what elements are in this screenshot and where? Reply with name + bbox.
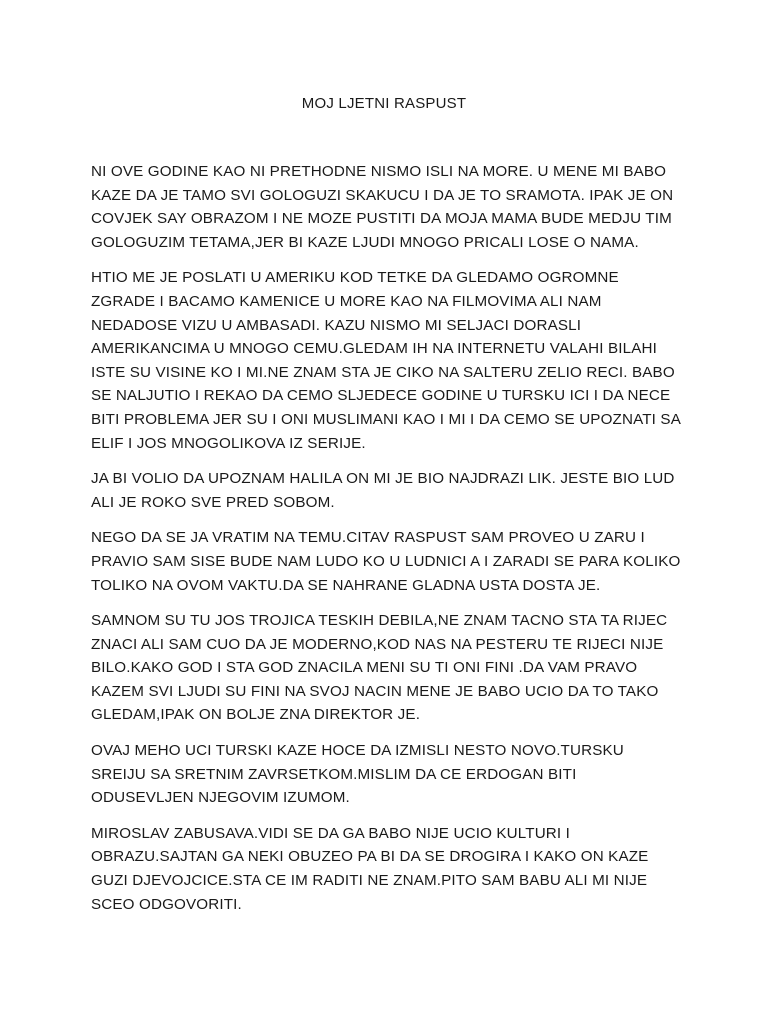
paragraph-6: OVAJ MEHO UCI TURSKI KAZE HOCE DA IZMISLI NESTO NOVO.TURSKU SREIJU SA SRETNIM ZAVRSETKOM.MISLIM DA CE ERDOGAN BITI ODUSEVLJEN NJEGOVIM IZUMOM.	[91, 742, 624, 807]
document-title: MOJ LJETNI RASPUST	[301, 95, 467, 112]
paragraph-1: NI OVE GODINE KAO NI PRETHODNE NISMO ISLI NA MORE. U MENE MI BABO KAZE DA JE TAMO SVI GOLOGUZI SKAKUCU I DA JE TO SRAMOTA. IPAK JE ON COVJEK SAY OBRAZOM I NE MOZE PUSTITI DA MOJA MAMA BUDE MEDJU TIM GOLOGUZIM TETAMA,JER BI KAZE LJUDI MNOGO PRICALI LOSE O NAMA.	[91, 163, 674, 251]
paragraph-3: JA BI VOLIO DA UPOZNAM HALILA ON MI JE BIO NAJDRAZI LIK. JESTE BIO LUD ALI JE ROKO SVE PRED SOBOM.	[91, 470, 675, 511]
paragraph-7: MIROSLAV ZABUSAVA.VIDI SE DA GA BABO NIJE UCIO KULTURI I OBRAZU.SAJTAN GA NEKI OBUZEO PA BI DA SE DROGIRA I KAKO ON KAZE GUZI DJEVOJCICE.STA CE IM RADITI NE ZNAM.PITO SAM BABU ALI MI NIJE SCEO ODGOVORITI.	[91, 824, 649, 913]
document-body	[91, 160, 681, 928]
paragraph-4: NEGO DA SE JA VRATIM NA TEMU.CITAV RASPUST SAM PROVEO U ZARU I PRAVIO SAM SISE BUDE NAM LUDO KO U LUDNICI A I ZARADI SE PARA KOLIKO TOLIKO NA OVOM VAKTU.DA SE NAHRANE GLADNA USTA DOSTA JE.	[91, 529, 681, 594]
paragraph-5: SAMNOM SU TU JOS TROJICA TESKIH DEBILA,NE ZNAM TACNO STA TA RIJEC ZNACI ALI SAM CUO DA JE MODERNO,KOD NAS NA PESTERU TE RIJECI NIJE BILO.KAKO GOD I STA GOD ZNACILA MENI SU TI ONI FINI .DA VAM PRAVO KAZEM SVI LJUDI SU FINI NA SVOJ NACIN MENE JE BABO UCIO DA TO TAKO GLEDAM,IPAK ON BOLJE ZNA DIREKTOR JE.	[91, 612, 668, 724]
paragraph-2: HTIO ME JE POSLATI U AMERIKU KOD TETKE DA GLEDAMO OGROMNE ZGRADE I BACAMO KAMENICE U MORE KAO NA FILMOVIMA ALI NAM NEDADOSE VIZU U AMBASADI. KAZU NISMO MI SELJACI DORASLI AMERIKANCIMA U MNOGO CEMU.GLEDAM IH NA INTERNETU VALAHI BILAHI ISTE SU VISINE KO I MI.NE ZNAM STA JE CIKO NA SALTERU ZELIO RECI. BABO SE NALJUTIO I REKAO DA CEMO SLJEDECE GODINE U TURSKU ICI I DA NECE BITI PROBLEMA JER SU I ONI MUSLIMANI KAO I MI I DA CEMO SE UPOZNATI SA ELIF I JOS MNOGOLIKOVA IZ SERIJE.	[91, 269, 681, 452]
